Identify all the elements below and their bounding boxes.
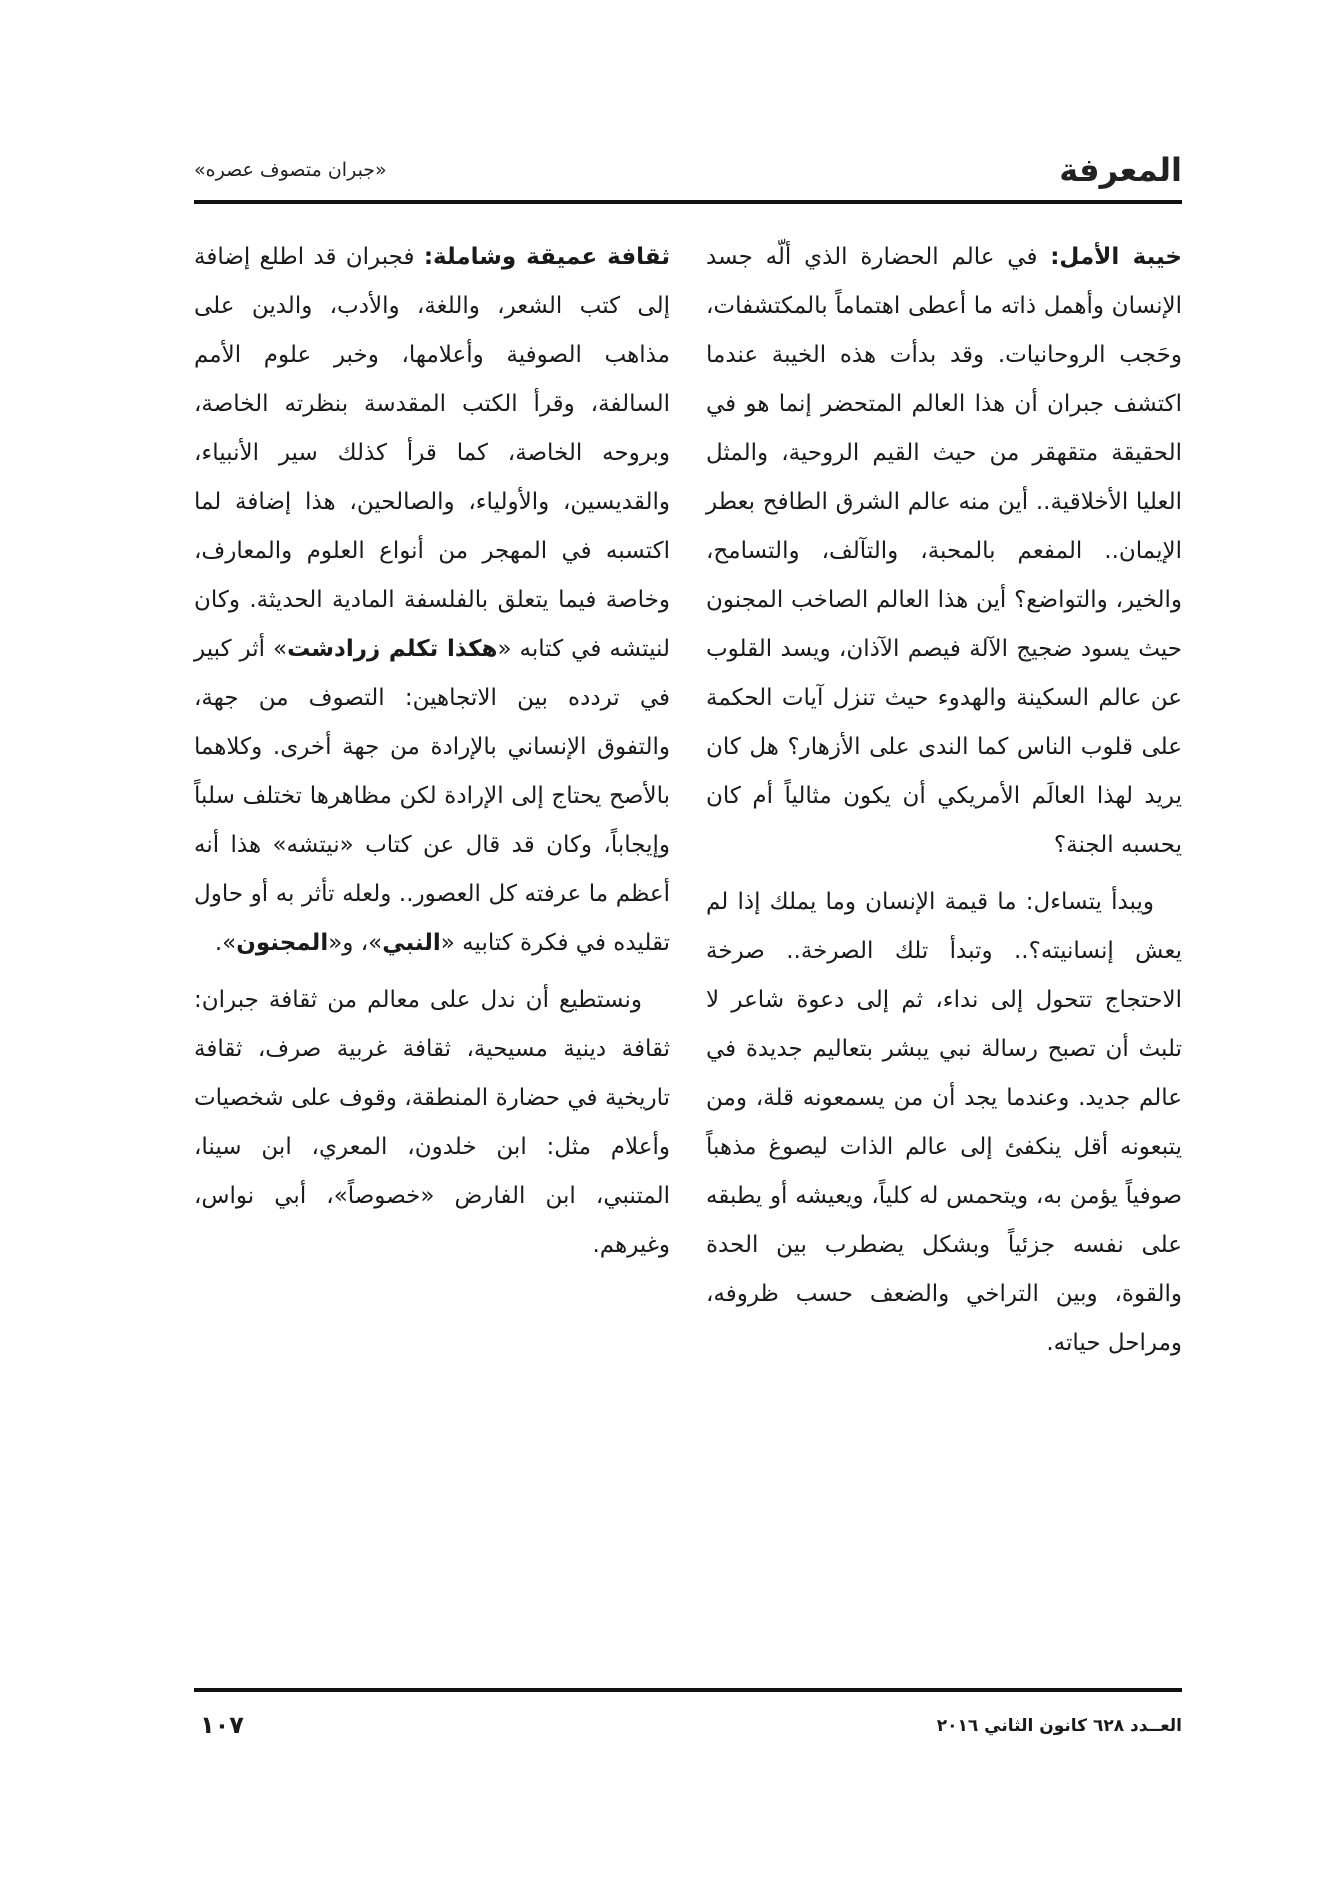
paragraph <box>194 976 670 1270</box>
paragraph-text: فجبران قد اطلع إضافة إلى كتب الشعر، واللغة، والأدب، والدين على مذاهب الصوفية وأعلامها، وخبر علوم الأمم السالفة، وقرأ الكتب المقدسة بنظرته الخاصة، وبروحه الخاصة، كما قرأ كذلك سير الأنبياء، والقديسين، والأولياء، والصالحين، هذا إضافة لما اكتسبه في المهجر من أنواع العلوم والمعارف، وخاصة فيما يتعلق بالفلسفة المادية الحديثة. وكان لنيتشه في كتابه « <box>194 244 671 662</box>
paragraph <box>194 233 670 968</box>
right-column <box>706 233 1182 1376</box>
paragraph-text: »، و« <box>328 930 383 956</box>
paragraph-text: ». <box>214 930 237 956</box>
section-lead: ثقافة عميقة وشاملة: <box>423 244 670 270</box>
left-column <box>194 233 670 1278</box>
book-title: النبي <box>382 930 441 956</box>
paragraph <box>706 878 1182 1368</box>
section-lead: خيبة الأمل: <box>1050 244 1182 270</box>
running-title: «جبران متصوف عصره» <box>194 159 387 181</box>
book-title: هكذا تكلم زرادشت <box>287 636 498 662</box>
paragraph-text: في عالم الحضارة الذي ألّه جسد الإنسان وأهمل ذاته ما أعطى اهتماماً بالمكتشفات، وحَجب الروحانيات. وقد بدأت هذه الخيبة عندما اكتشف جبران أن هذا العالم المتحضر إنما هو في الحقيقة متقهقر من حيث القيم الروحية، والمثل العليا الأخلاقية.. أين منه عالم الشرق الطافح بعطر الإيمان.. المفعم بالمحبة، والتآلف، والتسامح، والخير، والتواضع؟ أين هذا العالم الصاخب المجنون حيث يسود ضجيج الآلة فيصم الآذان، ويسد القلوب عن عالم السكينة والهدوء حيث تنزل آيات الحكمة على قلوب الناس كما الندى على الأزهار؟ هل كان يريد لهذا العالَم الأمريكي أن يكون مثالياً أم كان يحسبه الجنة؟ <box>706 244 1182 858</box>
footer-rule <box>194 1688 1182 1692</box>
paragraph <box>706 233 1182 870</box>
magazine-logo: المعرفة <box>1059 151 1182 189</box>
book-title: المجنون <box>236 930 329 956</box>
page-footer <box>194 1708 1182 1744</box>
page-header <box>194 150 1182 190</box>
header-rule <box>194 200 1182 204</box>
paragraph-text: ونستطيع أن ندل على معالم من ثقافة جبران: ثقافة دينية مسيحية، ثقافة غربية صرف، ثقافة تاريخية في حضارة المنطقة، وقوف على شخصيات وأعلام مثل: ابن خلدون، المعري، ابن سينا، المتنبي، ابن الفارض «خصوصاً»، أبي نواس، وغيرهم. <box>194 987 670 1258</box>
paragraph-text: » أثر كبير في تردده بين الاتجاهين: التصوف من جهة، والتفوق الإنساني بالإرادة من جهة أخرى. وكلاهما بالأصح يحتاج إلى الإرادة لكن مظاهرها تختلف سلباً وإيجاباً، وكان قد قال عن كتاب «نيتشه» هذا أنه أعظم ما عرفته كل العصور.. ولعله تأثر به أو حاول تقليده في فكرة كتابيه « <box>194 636 670 956</box>
page-number: ١٠٧ <box>200 1711 244 1739</box>
issue-info: العــدد ٦٢٨ كانون الثاني ٢٠١٦ <box>936 1716 1182 1736</box>
paragraph-text: ويبدأ يتساءل: ما قيمة الإنسان وما يملك إذا لم يعش إنسانيته؟.. وتبدأ تلك الصرخة.. صرخة الاحتجاج تتحول إلى نداء، ثم إلى دعوة شاعر لا تلبث أن تصبح رسالة نبي يبشر بتعاليم جديدة في عالم جديد. وعندما يجد أن من يسمعونه قلة، ومن يتبعونه أقل ينكفئ إلى عالم الذات ليصوغ مذهباً صوفياً يؤمن به، ويتحمس له كلياً، ويعيشه أو يطبقه على نفسه جزئياً وبشكل يضطرب بين الحدة والقوة، وبين التراخي والضعف حسب ظروفه، ومراحل حياته. <box>706 889 1182 1356</box>
